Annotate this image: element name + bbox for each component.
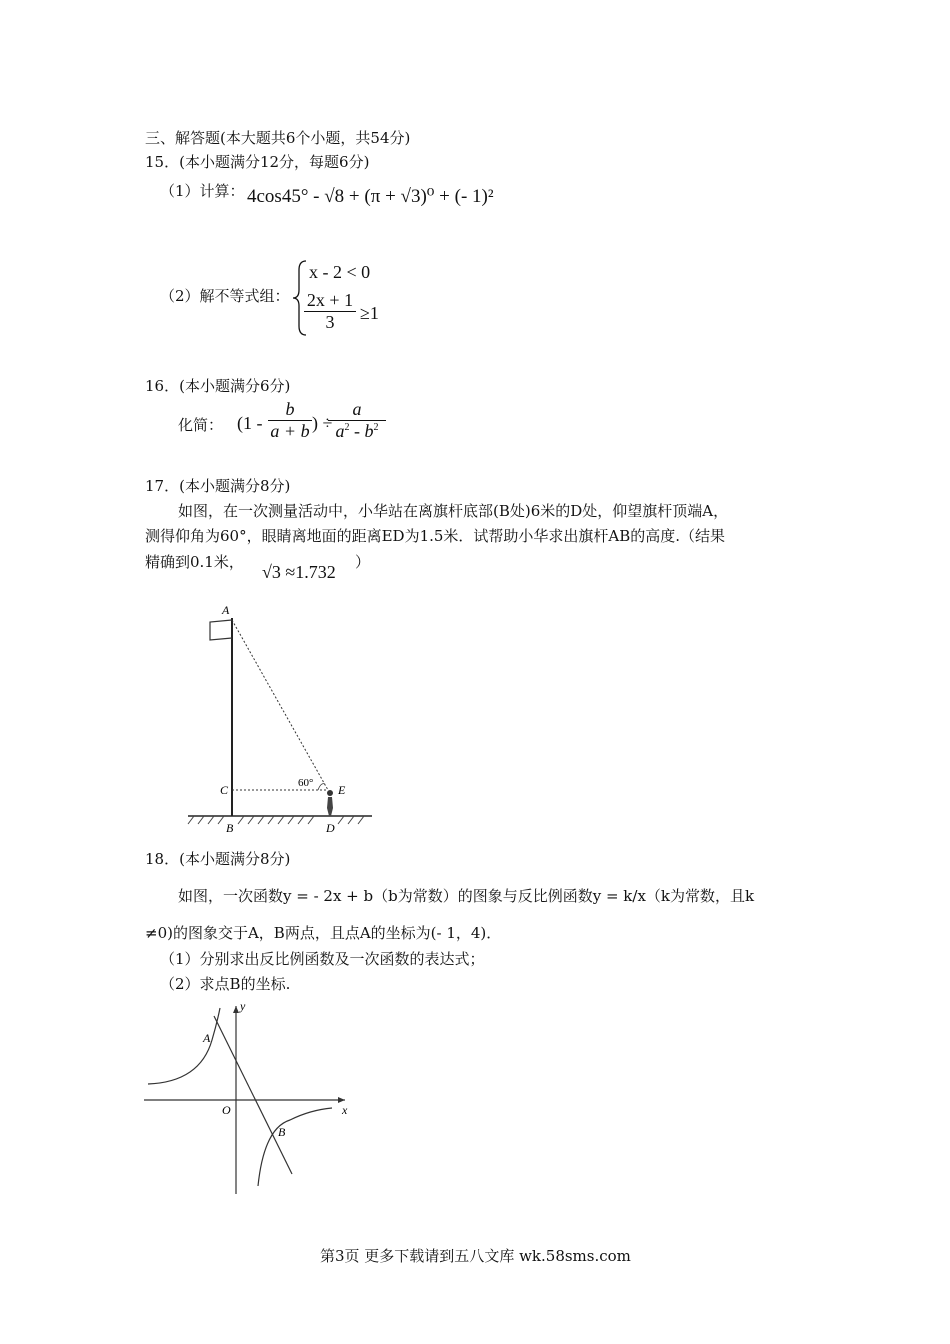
q17-approx: √3 ≈1.732 — [262, 562, 336, 582]
q18-line-1: 如图，一次函数y = - 2x + b（b为常数）的图象与反比例函数y = k/x（k为常数，且k — [178, 887, 755, 905]
q18-heading: 18．(本小题满分8分) — [145, 850, 291, 868]
label-x: x — [342, 1103, 348, 1117]
q16-fraction-1: $\frac{b}{a + b}$ — [268, 399, 312, 442]
q16-divide: ) ÷ — [312, 413, 333, 433]
inequality-numerator: 2x + 1 — [306, 290, 354, 310]
person-icon — [327, 790, 333, 816]
inequality-line-1: x - 2 < 0 — [309, 262, 371, 282]
page-footer: 第3页 更多下载请到五八文库 wk.58sms.com — [320, 1247, 631, 1265]
angle-arc — [318, 784, 325, 790]
inequality-fraction — [304, 290, 356, 333]
q17-line-2: 测得仰角为60°，眼睛离地面的距离ED为1.5米．试帮助小华求出旗杆AB的高度.（结果 — [145, 527, 726, 545]
label-C: C — [220, 783, 229, 797]
q15-part1-label: （1）计算： — [160, 182, 245, 200]
inequality-denominator: 3 — [304, 311, 356, 333]
label-O: O — [222, 1103, 231, 1117]
function-graph — [140, 998, 360, 1198]
q16-fraction-2: $\frac{a}{a^2 - b^2}$ — [328, 399, 386, 442]
hyperbola-branch-right — [258, 1108, 332, 1186]
q15-heading: 15．(本小题满分12分，每题6分) — [145, 153, 370, 171]
q16-open-paren: (1 - — [237, 413, 263, 433]
linear-function-line — [214, 1016, 292, 1174]
q18-line-2: ≠0)的图象交于A，B两点，且点A的坐标为(- 1，4)． — [145, 924, 502, 942]
q17-close-paren: ） — [355, 553, 371, 571]
q16-label: 化简： — [178, 416, 224, 434]
ground-hatching — [188, 816, 364, 824]
flag-shape — [210, 620, 232, 640]
q17-line-3: 精确到0.1米， — [145, 553, 244, 571]
y-axis-arrow-icon — [233, 1006, 239, 1013]
q15-part1-expression: 4cos45° - √8 + (π + √3)⁰ + (- 1)² — [247, 186, 494, 207]
q15-part2-label: （2）解不等式组： — [160, 287, 290, 305]
q18-sub-2: （2）求点B的坐标. — [160, 975, 291, 993]
q16-heading: 16．(本小题满分6分) — [145, 377, 291, 395]
section-header: 三、解答题(本大题共6个小题，共54分) — [145, 129, 411, 147]
inequality-relation: ≥1 — [360, 303, 379, 323]
q17-heading: 17．(本小题满分8分) — [145, 477, 291, 495]
q18-sub-1: （1）分别求出反比例函数及一次函数的表达式； — [160, 950, 485, 968]
label-B: B — [278, 1125, 286, 1139]
label-A: A — [222, 603, 230, 617]
flagpole-figure — [180, 598, 380, 838]
label-A: A — [203, 1031, 211, 1045]
label-E: E — [338, 783, 346, 797]
label-B: B — [226, 821, 234, 835]
hyperbola-branch-left — [148, 1008, 220, 1084]
label-y: y — [240, 999, 246, 1013]
q17-line-1: 如图，在一次测量活动中，小华站在离旗杆底部(B处)6米的D处，仰望旗杆顶端A， — [178, 502, 729, 520]
label-D: D — [326, 821, 335, 835]
sightline — [232, 620, 328, 790]
label-angle: 60° — [298, 777, 314, 789]
